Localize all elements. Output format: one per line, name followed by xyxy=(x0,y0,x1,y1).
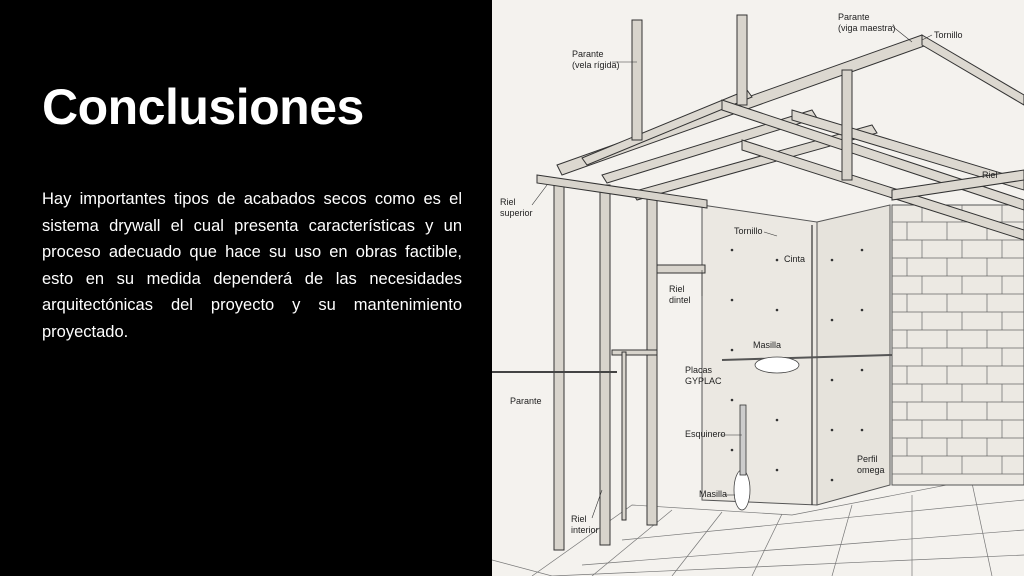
svg-text:interior: interior xyxy=(571,525,599,535)
svg-text:Riel: Riel xyxy=(500,197,516,207)
slide-title: Conclusiones xyxy=(42,79,364,135)
svg-text:Cinta: Cinta xyxy=(784,254,806,264)
svg-text:Esquinero: Esquinero xyxy=(685,429,726,439)
brick-wall xyxy=(892,205,1024,485)
svg-text:Riel: Riel xyxy=(982,170,998,180)
svg-text:Tornillo: Tornillo xyxy=(934,30,963,40)
text-panel xyxy=(0,0,492,576)
svg-text:superior: superior xyxy=(500,208,533,218)
svg-text:(vela rígida): (vela rígida) xyxy=(572,60,620,70)
svg-text:Parante: Parante xyxy=(838,12,870,22)
svg-text:dintel: dintel xyxy=(669,295,691,305)
svg-text:Riel: Riel xyxy=(669,284,685,294)
esquinero-profile xyxy=(740,405,746,475)
svg-text:(viga maestra): (viga maestra) xyxy=(838,23,896,33)
slide-body-text: Hay importantes tipos de acabados secos como es el sistema drywall el cual presenta características y un proceso adecuado que hace su uso en obras factible, esto en su medida dependerá de las necesidades arquitectónicas del proyecto y su mantenimiento proyectado. xyxy=(42,190,462,341)
ceiling-frame xyxy=(557,35,1024,240)
svg-text:Masilla: Masilla xyxy=(753,340,782,350)
diagonal-stud xyxy=(492,350,657,520)
svg-text:Riel: Riel xyxy=(571,514,587,524)
svg-text:Parante: Parante xyxy=(510,396,542,406)
svg-text:GYPLAC: GYPLAC xyxy=(685,376,722,386)
svg-text:Parante: Parante xyxy=(572,49,604,59)
svg-text:omega: omega xyxy=(857,465,885,475)
drywall-diagram xyxy=(492,0,1024,576)
svg-text:Masilla: Masilla xyxy=(699,489,728,499)
drywall-illustration xyxy=(492,0,1024,576)
svg-text:Tornillo: Tornillo xyxy=(734,226,763,236)
svg-text:Perfil: Perfil xyxy=(857,454,878,464)
svg-text:Placas: Placas xyxy=(685,365,713,375)
